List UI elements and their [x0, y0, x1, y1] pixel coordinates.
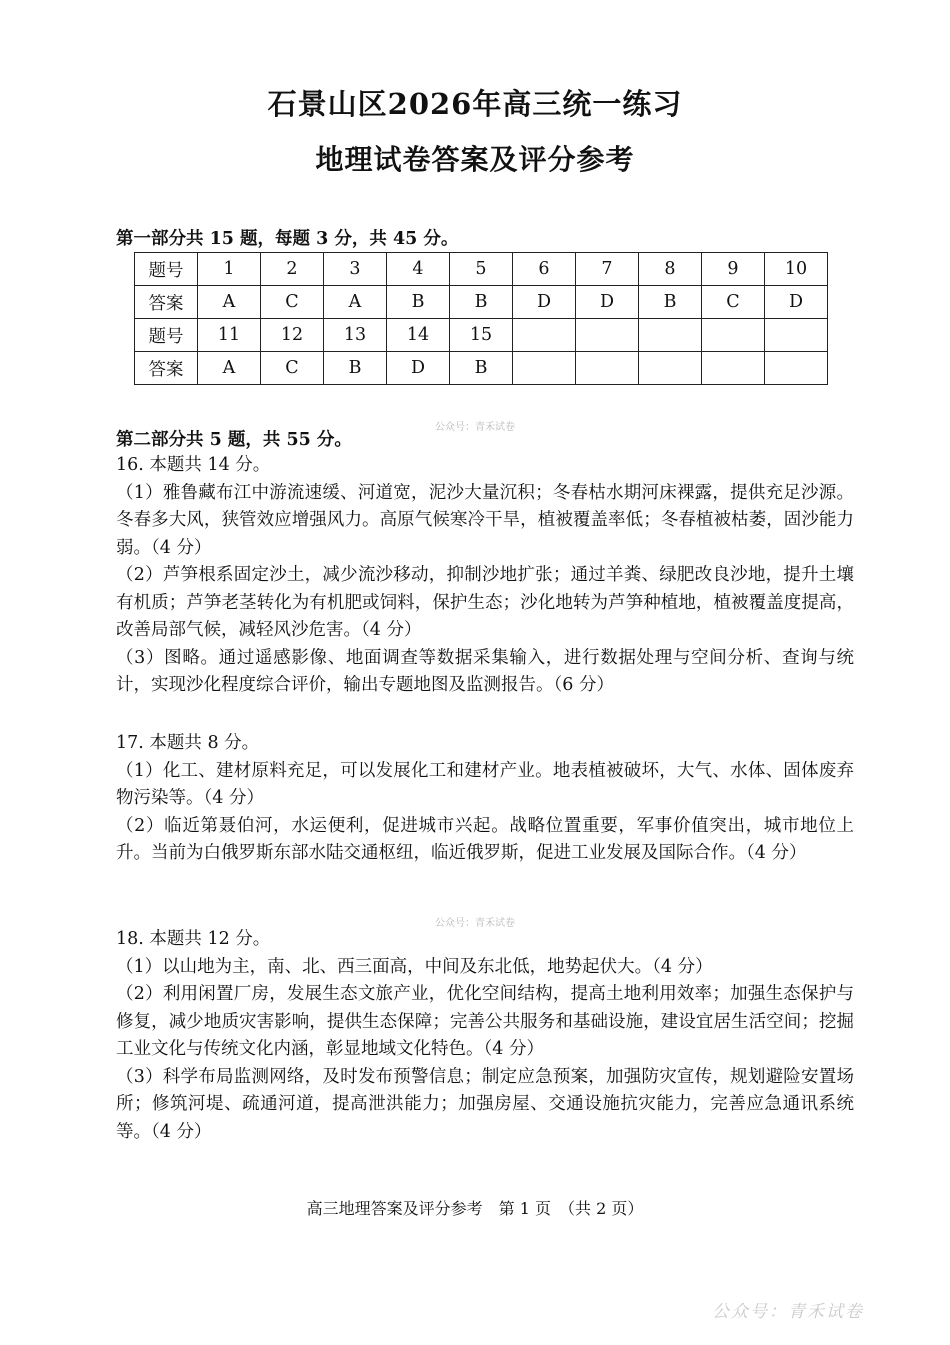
watermark-text: 公众号：青禾试卷 [435, 422, 515, 433]
question-18-answer-3: （3）科学布局监测网络，及时发布预警信息；制定应急预案，加强防灾宣传，规划避险安置场所；修筑河堤、疏通河道，提高泄洪能力；加强房屋、交通设施抗灾能力，完善应急通讯系统等。（4 分） [116, 1066, 854, 1142]
empty-cell [576, 319, 639, 352]
corner-watermark: 公众号：青禾试卷 [712, 1302, 864, 1322]
empty-cell [639, 352, 702, 385]
empty-cell [576, 352, 639, 385]
document-title: 石景山区2026年高三统一练习 [267, 87, 683, 121]
empty-cell [702, 352, 765, 385]
question-number-cell: 3 [324, 253, 387, 286]
answer-cell: D [387, 352, 450, 385]
answer-cell: C [261, 286, 324, 319]
question-17-heading: 17. 本题共 8 分。 [116, 733, 260, 753]
question-16-answer-1: （1）雅鲁藏布江中游流速缓、河道宽，泥沙大量沉积；冬春枯水期河床裸露，提供充足沙源。冬春多大风，狭管效应增强风力。高原气候寒冷干旱，植被覆盖率低；冬春植被枯萎，固沙能力弱。（4 分） [116, 482, 854, 558]
empty-cell [765, 352, 828, 385]
question-18-answer-2: （2）利用闲置厂房，发展生态文旅产业，优化空间结构，提高土地利用效率；加强生态保护与修复，减少地质灾害影响，提供生态保障；完善公共服务和基础设施，建设宜居生活空间；挖掘工业文化与传统文化内涵，彰显地域文化特色。（4 分） [116, 984, 854, 1059]
answer-cell: A [324, 286, 387, 319]
answer-table [134, 252, 828, 385]
answer-cell: C [702, 286, 765, 319]
question-16-answer-2: （2）芦笋根系固定沙土，减少流沙移动，抑制沙地扩张；通过羊粪、绿肥改良沙地，提升土壤有机质；芦笋老茎转化为有机肥或饲料，保护生态；沙化地转为芦笋种植地，植被覆盖度提高，改善局部气候，减轻风沙危害。（4 分） [116, 565, 854, 640]
answer-cell: D [576, 286, 639, 319]
empty-cell [513, 352, 576, 385]
question-number-cell: 6 [513, 253, 576, 286]
row-label-question: 题号 [135, 319, 198, 352]
table-row-answers-1 [135, 286, 828, 319]
question-number-cell: 11 [198, 319, 261, 352]
question-16-heading: 16. 本题共 14 分。 [116, 455, 271, 475]
document-subtitle: 地理试卷答案及评分参考 [315, 143, 635, 176]
page-footer: 高三地理答案及评分参考 第 1 页 （共 2 页） [306, 1199, 644, 1218]
question-number-cell: 9 [702, 253, 765, 286]
row-label-question: 题号 [135, 253, 198, 286]
question-17-answer-2: （2）临近第聂伯河，水运便利，促进城市兴起。战略位置重要，军事价值突出，城市地位上升。当前为白俄罗斯东部水陆交通枢纽，临近俄罗斯，促进工业发展及国际合作。（4 分） [116, 815, 854, 863]
question-number-cell: 2 [261, 253, 324, 286]
question-number-cell: 4 [387, 253, 450, 286]
answer-cell: C [261, 352, 324, 385]
question-16-answer-3: （3）图略。通过遥感影像、地面调查等数据采集输入，进行数据处理与空间分析、查询与统计，实现沙化程度综合评价，输出专题地图及监测报告。（6 分） [116, 647, 854, 695]
table-row-numbers-1 [135, 253, 828, 286]
watermark-text: 公众号：青禾试卷 [435, 918, 515, 929]
answer-cell: B [450, 352, 513, 385]
answer-cell: B [639, 286, 702, 319]
part1-heading: 第一部分共 15 题，每题 3 分，共 45 分。 [116, 229, 459, 249]
question-number-cell: 15 [450, 319, 513, 352]
answer-cell: B [387, 286, 450, 319]
empty-cell [702, 319, 765, 352]
question-number-cell: 8 [639, 253, 702, 286]
empty-cell [765, 319, 828, 352]
question-number-cell: 10 [765, 253, 828, 286]
question-17-answer-1: （1）化工、建材原料充足，可以发展化工和建材产业。地表植被破坏，大气、水体、固体废弃物污染等。（4 分） [116, 760, 854, 808]
answer-cell: A [198, 286, 261, 319]
row-label-answer: 答案 [135, 352, 198, 385]
question-18-answer-1: （1）以山地为主，南、北、西三面高，中间及东北低，地势起伏大。（4 分） [116, 956, 713, 977]
empty-cell [639, 319, 702, 352]
table-row-numbers-2 [135, 319, 828, 352]
part2-heading: 第二部分共 5 题，共 55 分。 [116, 430, 352, 450]
answer-cell: D [513, 286, 576, 319]
question-number-cell: 12 [261, 319, 324, 352]
question-number-cell: 5 [450, 253, 513, 286]
row-label-answer: 答案 [135, 286, 198, 319]
question-16 [116, 452, 854, 700]
answer-cell: D [765, 286, 828, 319]
empty-cell [513, 319, 576, 352]
question-number-cell: 1 [198, 253, 261, 286]
answer-cell: B [450, 286, 513, 319]
answer-cell: A [198, 352, 261, 385]
question-18-heading: 18. 本题共 12 分。 [116, 929, 271, 949]
question-17 [116, 730, 854, 868]
question-18 [116, 926, 854, 1146]
table-row-answers-2 [135, 352, 828, 385]
question-number-cell: 7 [576, 253, 639, 286]
answer-cell: B [324, 352, 387, 385]
question-number-cell: 13 [324, 319, 387, 352]
question-number-cell: 14 [387, 319, 450, 352]
